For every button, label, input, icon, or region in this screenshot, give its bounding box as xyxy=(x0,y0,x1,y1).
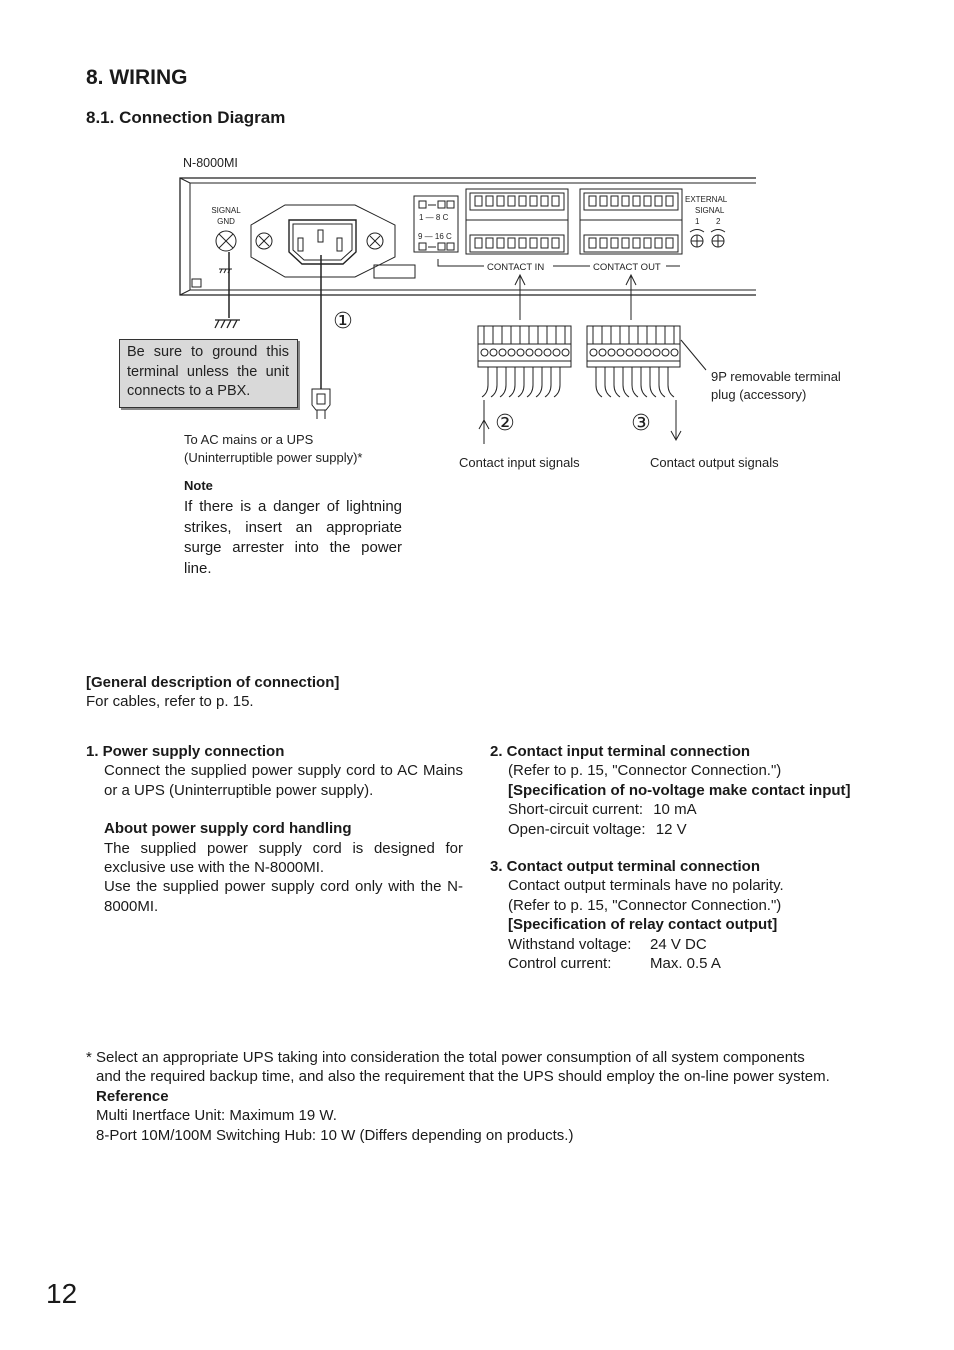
footnote xyxy=(86,1048,886,1145)
item3-spec-2-value: Max. 0.5 A xyxy=(650,955,721,973)
general-text: For cables, refer to p. 15. xyxy=(86,693,254,711)
callout-2: ② xyxy=(495,410,515,435)
callout-3: ③ xyxy=(631,410,651,435)
contact-out-pins-bottom xyxy=(584,235,678,252)
contact-out-pins-top xyxy=(584,193,678,210)
item2-ref: (Refer to p. 15, "Connector Connection.") xyxy=(508,762,782,780)
terminal-label-1: 9P removable terminal xyxy=(711,369,841,384)
terminal-label-2: plug (accessory) xyxy=(711,387,807,402)
item2-spec-1 xyxy=(490,800,880,819)
item2-title: 2. Contact input terminal connection xyxy=(490,743,751,760)
lightning-note xyxy=(184,478,402,579)
item2-spec-title: [Specification of no-voltage make contact input] xyxy=(508,781,851,799)
item2-spec-2-label: Open-circuit voltage: xyxy=(508,820,646,838)
item1-subtext-2: Use the supplied power supply cord only with the N-8000MI. xyxy=(104,878,463,915)
item2-spec-1-value: 10 mA xyxy=(653,801,697,819)
item2-spec-1-label: Short-circuit current: xyxy=(508,801,644,819)
terminal-plug-input xyxy=(478,326,571,444)
contact-input-section xyxy=(490,742,880,839)
terminal-leader-line xyxy=(681,340,706,370)
contact-out-connector xyxy=(580,189,682,254)
footnote-line-2: and the required backup time, and also the requirement that the UPS should employ the on-line power system. xyxy=(96,1068,830,1086)
contact-input-label: Contact input signals xyxy=(459,455,580,470)
signal-gnd-terminal xyxy=(211,206,241,273)
footnote-line-1: * Select an appropriate UPS taking into consideration the total power consumption of all system components xyxy=(86,1049,805,1066)
ac-label-2: (Uninterruptible power supply)* xyxy=(184,450,363,465)
contact-output-section xyxy=(490,857,880,973)
contact-in-connector xyxy=(466,189,568,254)
connection-diagram xyxy=(0,0,954,600)
power-cord xyxy=(312,255,330,419)
item2-spec-2 xyxy=(490,820,880,839)
item2-spec-2-value: 12 V xyxy=(655,820,687,838)
ac-inlet xyxy=(251,205,415,278)
item3-title: 3. Contact output terminal connection xyxy=(490,858,761,875)
dip-indicator xyxy=(414,196,458,252)
ext-1-label: 1 xyxy=(695,217,700,226)
ac-label-1: To AC mains or a UPS xyxy=(184,432,314,447)
note-title: Note xyxy=(184,478,213,493)
item3-spec-2-label: Control current: xyxy=(508,955,612,973)
ground-note-text: Be sure to ground this terminal unless the unit connects to a PBX. xyxy=(127,344,289,399)
contact-in-pins-top xyxy=(470,193,564,210)
item3-ref: (Refer to p. 15, "Connector Connection.") xyxy=(508,896,782,914)
item3-spec-1-label: Withstand voltage: xyxy=(508,935,632,953)
item3-spec-1 xyxy=(490,935,880,954)
ground-note-box xyxy=(119,339,298,408)
callout-1: ① xyxy=(333,308,353,333)
section-title: 8. WIRING xyxy=(86,66,188,89)
item3-spec-title: [Specification of relay contact output] xyxy=(508,916,778,934)
range-b-label: 9 — 16 C xyxy=(418,232,452,241)
general-title: [General description of connection] xyxy=(86,674,340,691)
item3-text: Contact output terminals have no polarity. xyxy=(508,877,784,895)
item1-title: 1. Power supply connection xyxy=(86,743,285,760)
contact-output-label: Contact output signals xyxy=(650,455,779,470)
footnote-ref-1: Multi Inertface Unit: Maximum 19 W. xyxy=(96,1107,337,1125)
footnote-ref-title: Reference xyxy=(96,1087,169,1105)
item1-subtext-1: The supplied power supply cord is designed for exclusive use with the N-8000MI. xyxy=(104,839,463,877)
connector-arrows xyxy=(515,275,636,320)
page-number: 12 xyxy=(46,1278,78,1309)
ext-signal-label: SIGNAL xyxy=(695,206,725,215)
device-label: N-8000MI xyxy=(183,156,238,170)
power-supply-section xyxy=(86,742,463,916)
contact-out-label: CONTACT OUT xyxy=(593,262,661,273)
item1-subtitle: About power supply cord handling xyxy=(104,820,352,838)
item3-spec-2 xyxy=(490,954,880,973)
item3-spec-1-value: 24 V DC xyxy=(650,935,707,953)
item1-text: Connect the supplied power supply cord to AC Mains or a UPS (Uninterruptible power supply). xyxy=(104,762,463,799)
external-signal-terminals xyxy=(685,195,728,247)
ext-2-label: 2 xyxy=(716,217,721,226)
external-label: EXTERNAL xyxy=(685,195,728,204)
footnote-ref-2: 8-Port 10M/100M Switching Hub: 10 W (Differs depending on products.) xyxy=(96,1126,574,1144)
general-description xyxy=(86,673,466,712)
signal-label: SIGNAL xyxy=(211,206,241,215)
contact-in-pins-bottom xyxy=(470,235,564,252)
contact-in-label: CONTACT IN xyxy=(487,262,545,273)
note-text: If there is a danger of lightning strikes, insert an appropriate surge arrester into the power line. xyxy=(184,498,402,577)
gnd-label: GND xyxy=(217,217,235,226)
subsection-title: 8.1. Connection Diagram xyxy=(86,108,286,127)
range-a-label: 1 — 8 C xyxy=(419,213,449,222)
